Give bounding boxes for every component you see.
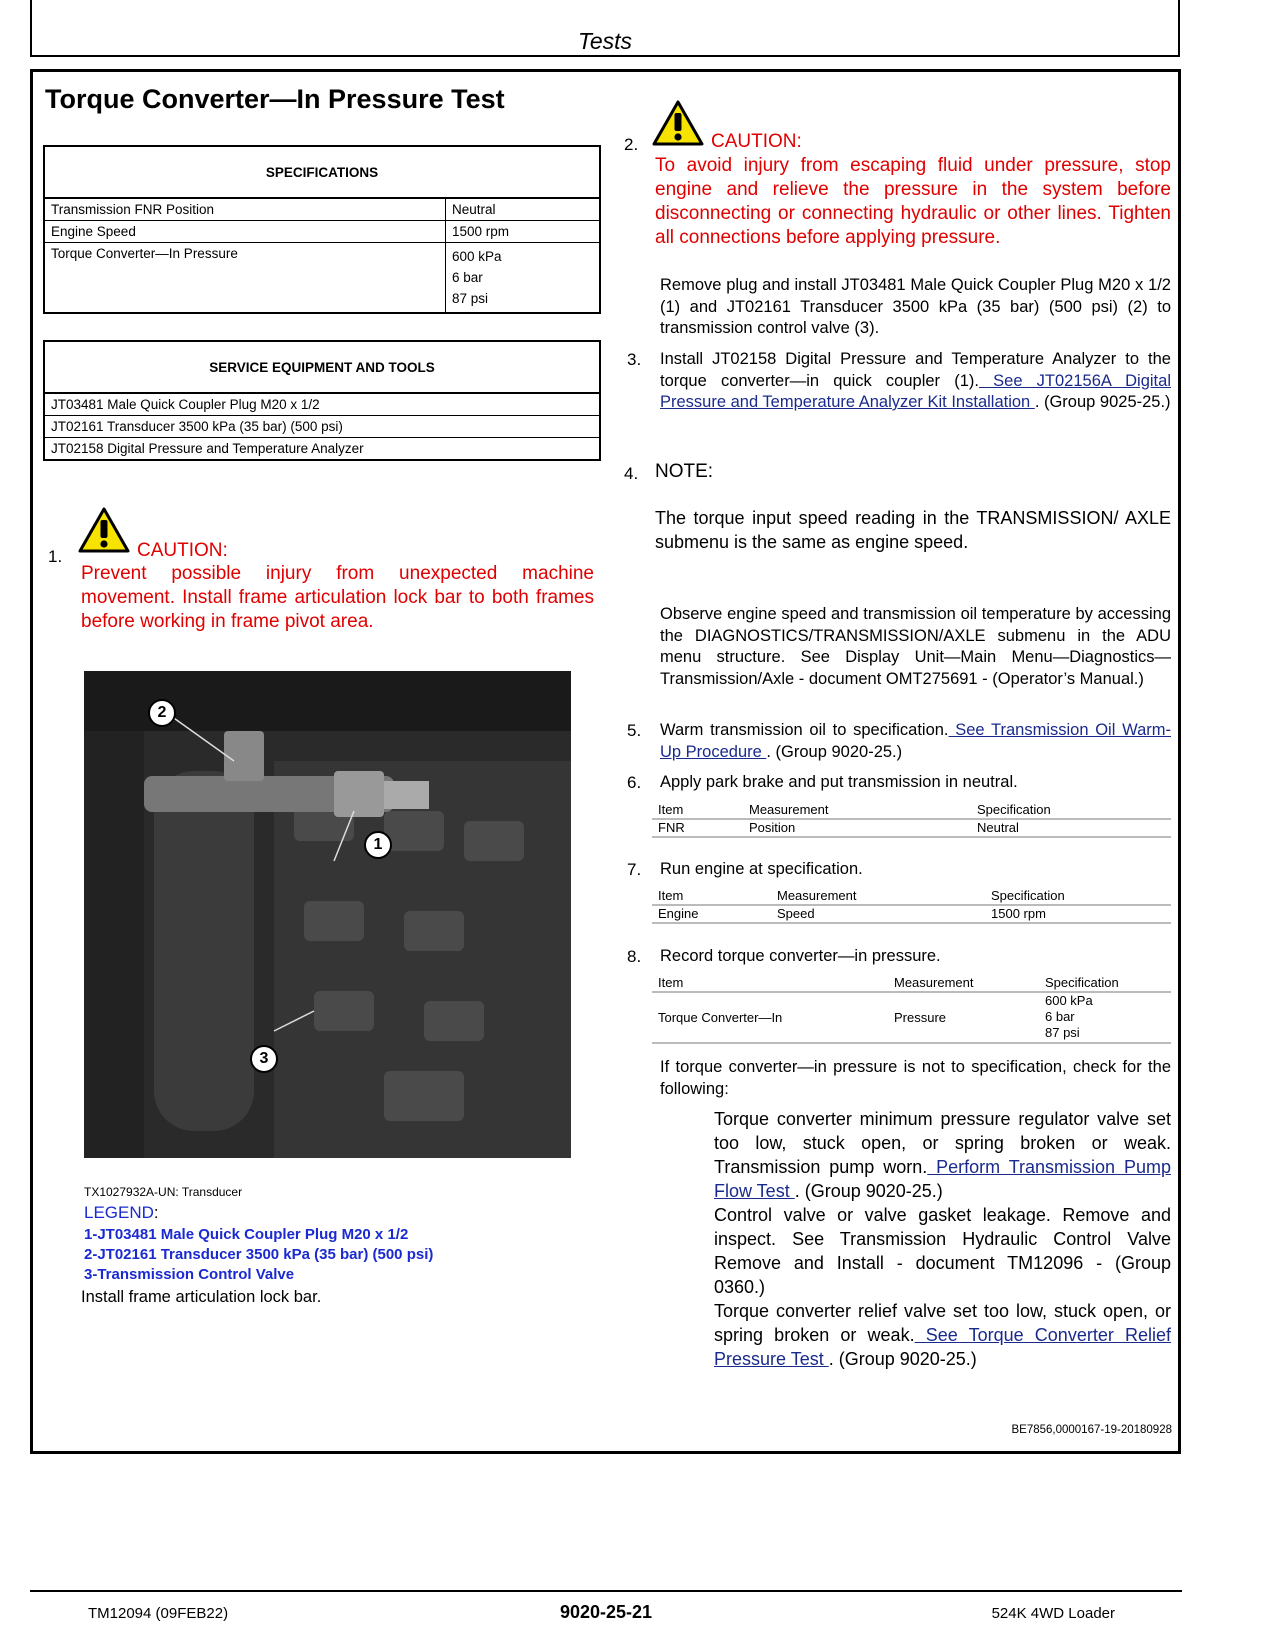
cause-item [714, 1299, 1171, 1371]
analyzer-kit-installation-link[interactable]: See JT02156A Digital Pressure and Temperature Analyzer Kit Installation [660, 371, 1171, 411]
cause1-text: Torque converter minimum pressure regulator valve set too low, stuck open, or spring broken or weak. Transmission pump worn. [714, 1109, 1171, 1177]
step5-text: Warm transmission oil to specification. [660, 721, 949, 739]
manual-id: TM12094 (09FEB22) [88, 1605, 229, 1622]
legend-list [84, 1225, 433, 1285]
tools-table-heading: SERVICE EQUIPMENT AND TOOLS [44, 341, 600, 393]
step-number: 1. [48, 547, 63, 566]
step-text: Remove plug and install JT03481 Male Quick Coupler Plug M20 x 1/2 (1) and JT02161 Transducer 3500 kPa (35 bar) (500 psi) (2) to transmission control valve (3). [660, 276, 1171, 337]
step-text: Observe engine speed and transmission oil temperature by accessing the DIAGNOSTICS/TRANSMISSION/AXLE submenu in the ADU menu structure. See Display Unit—Main Menu—Diagnostics—Transmission/Axle - document OMT275691 - (Operator’s Manual.) [660, 605, 1171, 688]
legend-item: 1-JT03481 Male Quick Coupler Plug M20 x 1/2 [84, 1226, 409, 1243]
spec-value-psi: 87 psi [452, 291, 489, 306]
step3-text: Install JT02158 Digital Pressure and Temperature Analyzer to the torque converter—in quick coupler (1). [660, 350, 1171, 390]
section-title: Tests [577, 28, 633, 54]
pump-flow-test-link[interactable]: Perform Transmission Pump Flow Test [714, 1157, 1171, 1201]
cause-list [714, 1107, 1171, 1371]
cause1-tail: . (Group 9020-25.) [794, 1181, 943, 1201]
col-header: Specification [985, 888, 1171, 905]
machine-name: 524K 4WD Loader [991, 1605, 1115, 1622]
footer-rule [30, 1590, 1182, 1592]
legend-colon: : [153, 1203, 159, 1222]
figure-caption: TX1027932A-UN: Transducer [84, 1185, 243, 1199]
col-header: Measurement [743, 802, 971, 819]
step-text: Run engine at specification. [660, 860, 863, 878]
specifications-table [43, 145, 601, 314]
spec-value-kpa: 600 kPa [452, 249, 502, 264]
warning-triangle-icon [652, 100, 704, 146]
step-number: 5. [627, 721, 642, 740]
spec-value: 1500 rpm [446, 221, 601, 243]
warning-triangle-icon [78, 507, 130, 553]
cell: Neutral [971, 819, 1171, 837]
spec-label: Transmission FNR Position [44, 198, 446, 221]
cause3-text: Torque converter relief valve set too low, stuck open, or spring broken or weak. [714, 1301, 1171, 1345]
check-text: If torque converter—in pressure is not to specification, check for the following: [660, 1058, 1171, 1098]
spec-label: Engine Speed [44, 221, 446, 243]
col-header: Measurement [888, 975, 1039, 992]
page-number: 9020-25-21 [559, 1602, 653, 1622]
col-header: Item [652, 888, 771, 905]
step-text [660, 349, 1171, 414]
step5-tail: . (Group 9020-25.) [766, 742, 903, 761]
spec-label: Torque Converter—In Pressure [44, 243, 446, 314]
spec-value [446, 243, 601, 314]
legend-heading [84, 1203, 159, 1223]
callout-3: 3 [250, 1045, 278, 1073]
page-title: Torque Converter—In Pressure Test [45, 84, 505, 114]
cell: Position [743, 819, 971, 837]
col-header: Measurement [771, 888, 985, 905]
col-header: Item [652, 802, 743, 819]
spec-bar: 6 bar [1045, 1009, 1075, 1024]
spec-mini-table [652, 975, 1171, 1044]
cell: Speed [771, 905, 985, 923]
spec-psi: 87 psi [1045, 1025, 1080, 1040]
caution-label: CAUTION: [137, 540, 228, 561]
step-number: 7. [627, 860, 642, 879]
cell: 1500 rpm [985, 905, 1171, 923]
step-number: 6. [627, 773, 642, 792]
spec-value-bar: 6 bar [452, 270, 483, 285]
cell: Torque Converter—In [652, 992, 888, 1043]
service-tools-table [43, 340, 601, 461]
cause-item: Control valve or valve gasket leakage. Remove and inspect. See Transmission Hydraulic Control Valve Remove and Install - document TM12096 - (Group 0360.) [714, 1205, 1171, 1297]
step-number: 8. [627, 947, 642, 966]
cause-item [714, 1107, 1171, 1203]
col-header: Item [652, 975, 888, 992]
cell: Pressure [888, 992, 1039, 1043]
col-header: Specification [971, 802, 1171, 819]
caution-label: CAUTION: [711, 131, 802, 152]
spec-kpa: 600 kPa [1045, 993, 1093, 1008]
tool-item: JT02161 Transducer 3500 kPa (35 bar) (500 psi) [44, 416, 600, 438]
spec-table-heading: SPECIFICATIONS [44, 146, 600, 198]
step3-tail: . (Group 9025-25.) [1034, 393, 1171, 411]
callout-2: 2 [148, 699, 176, 727]
legend-title: LEGEND [84, 1203, 154, 1222]
step-text: Record torque converter—in pressure. [660, 947, 941, 965]
step-text: Apply park brake and put transmission in neutral. [660, 773, 1018, 791]
tool-item: JT03481 Male Quick Coupler Plug M20 x 1/2 [44, 393, 600, 416]
caution-text: Prevent possible injury from unexpected machine movement. Install frame articulation lock bar to both frames before working in frame pivot area. [81, 563, 594, 632]
caution-text: To avoid injury from escaping fluid under pressure, stop engine and relieve the pressure in the system before disconnecting or connecting hydraulic or other lines. Tighten all connections before applying pressure. [655, 155, 1171, 248]
document-id: BE7856,0000167-19-20180928 [1011, 1424, 1172, 1436]
step-number: 4. [624, 464, 639, 483]
cell: FNR [652, 819, 743, 837]
spec-value: Neutral [446, 198, 601, 221]
legend-item: 2-JT02161 Transducer 3500 kPa (35 bar) (500 psi) [84, 1246, 434, 1263]
cell [1039, 992, 1171, 1043]
legend-item: 3-Transmission Control Valve [84, 1266, 295, 1283]
transducer-photo [84, 671, 571, 1158]
callout-1: 1 [364, 831, 392, 859]
cell: Engine [652, 905, 771, 923]
oil-warmup-procedure-link[interactable]: See Transmission Oil Warm-Up Procedure [660, 721, 1171, 761]
relief-pressure-test-link[interactable]: See Torque Converter Relief Pressure Test [714, 1325, 1172, 1369]
cause3-tail: . (Group 9020-25.) [828, 1349, 977, 1369]
col-header: Specification [1039, 975, 1171, 992]
step-number: 2. [624, 135, 639, 154]
note-text: The torque input speed reading in the TRANSMISSION/ AXLE submenu is the same as engine speed. [655, 508, 1171, 552]
step-number: 3. [627, 350, 642, 369]
step-text [660, 720, 1171, 763]
spec-mini-table [652, 802, 1171, 838]
note-label: NOTE: [655, 461, 714, 482]
spec-mini-table [652, 888, 1171, 924]
tool-item: JT02158 Digital Pressure and Temperature Analyzer [44, 438, 600, 461]
figure-note: Install frame articulation lock bar. [81, 1288, 322, 1306]
